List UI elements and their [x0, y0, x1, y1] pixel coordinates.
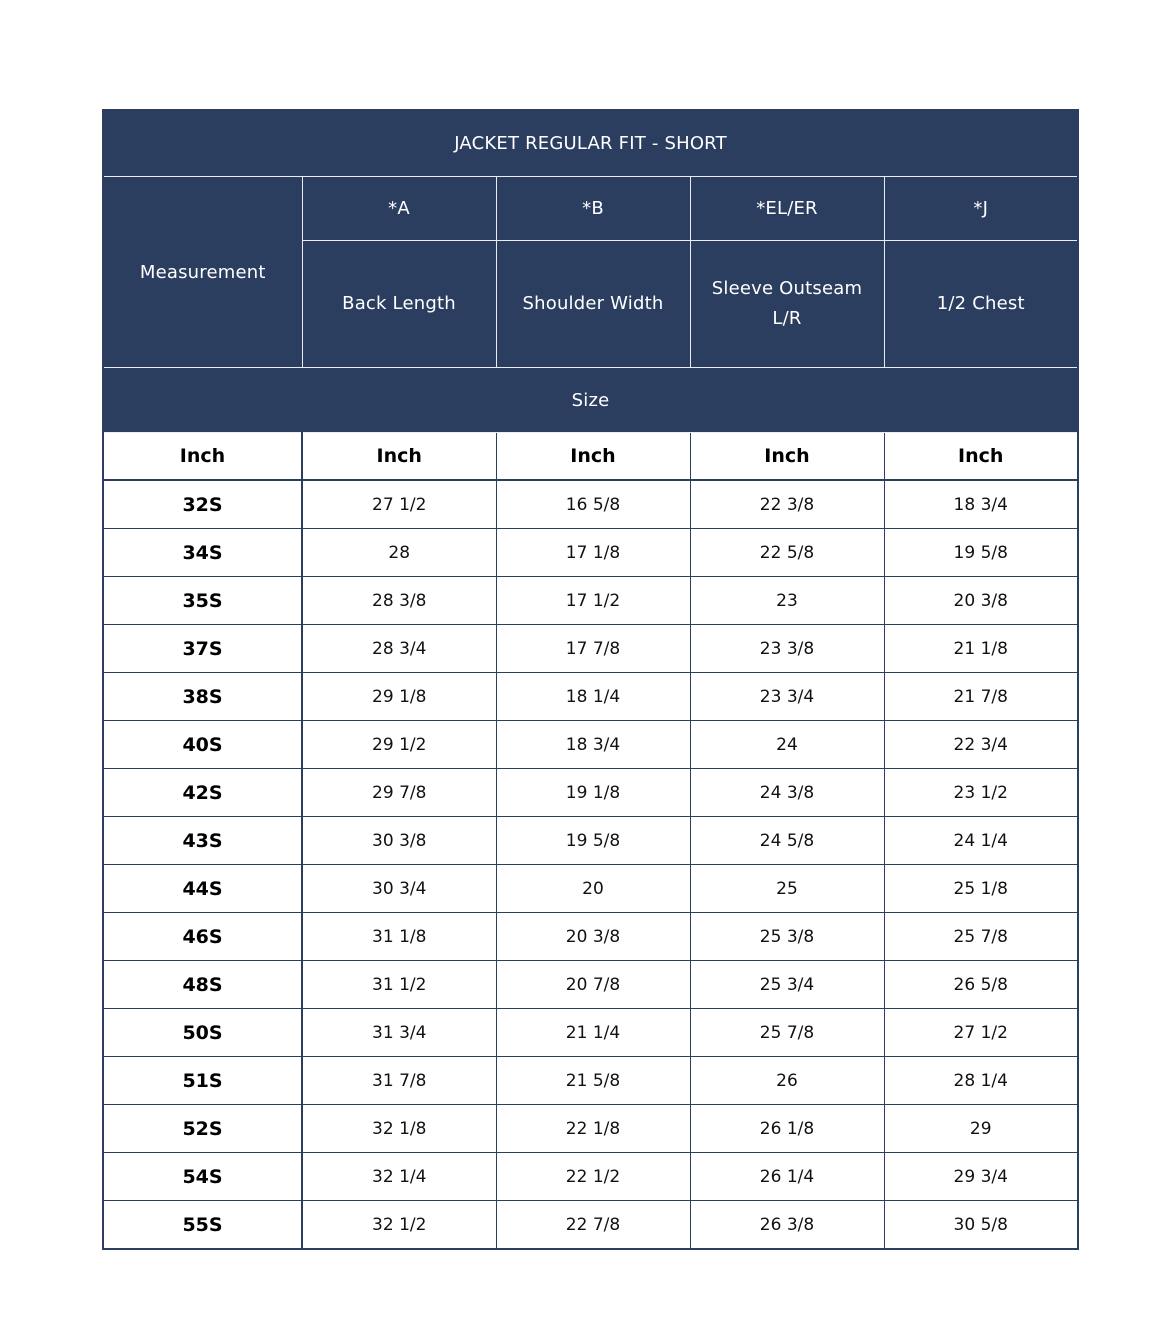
name-half-chest: 1/2 Chest: [884, 241, 1078, 368]
code-j: *J: [884, 177, 1078, 241]
table-row: [103, 1009, 1078, 1057]
unit-el-er: Inch: [690, 433, 884, 481]
table-row: [103, 865, 1078, 913]
sleeve-outseam-cell: 24: [690, 721, 884, 769]
back-length-cell: 31 1/2: [302, 961, 496, 1009]
sleeve-outseam-cell: 23 3/8: [690, 625, 884, 673]
back-length-cell: 28 3/8: [302, 577, 496, 625]
sleeve-outseam-cell: 22 3/8: [690, 480, 884, 529]
half-chest-cell: 24 1/4: [884, 817, 1078, 865]
size-cell: 51S: [103, 1057, 302, 1105]
half-chest-cell: 21 1/8: [884, 625, 1078, 673]
table-row: [103, 721, 1078, 769]
size-cell: 43S: [103, 817, 302, 865]
half-chest-cell: 26 5/8: [884, 961, 1078, 1009]
table-row: [103, 625, 1078, 673]
back-length-cell: 29 1/8: [302, 673, 496, 721]
sleeve-outseam-cell: 25 3/8: [690, 913, 884, 961]
table-row: [103, 817, 1078, 865]
half-chest-cell: 25 1/8: [884, 865, 1078, 913]
half-chest-cell: 27 1/2: [884, 1009, 1078, 1057]
table-row: [103, 1105, 1078, 1153]
shoulder-width-cell: 19 1/8: [496, 769, 690, 817]
size-cell: 52S: [103, 1105, 302, 1153]
half-chest-cell: 29: [884, 1105, 1078, 1153]
sleeve-outseam-cell: 25 3/4: [690, 961, 884, 1009]
size-label-row: [103, 368, 1078, 433]
codes-row: [103, 177, 1078, 241]
shoulder-width-cell: 20 3/8: [496, 913, 690, 961]
size-cell: 32S: [103, 480, 302, 529]
shoulder-width-cell: 17 1/2: [496, 577, 690, 625]
size-cell: 35S: [103, 577, 302, 625]
unit-b: Inch: [496, 433, 690, 481]
size-table: [102, 109, 1079, 1250]
table-row: [103, 1057, 1078, 1105]
name-shoulder-width: Shoulder Width: [496, 241, 690, 368]
half-chest-cell: 22 3/4: [884, 721, 1078, 769]
sleeve-outseam-cell: 26: [690, 1057, 884, 1105]
unit-a: Inch: [302, 433, 496, 481]
size-cell: 50S: [103, 1009, 302, 1057]
sleeve-outseam-cell: 26 1/8: [690, 1105, 884, 1153]
code-el-er: *EL/ER: [690, 177, 884, 241]
back-length-cell: 32 1/8: [302, 1105, 496, 1153]
back-length-cell: 31 7/8: [302, 1057, 496, 1105]
table-row: [103, 577, 1078, 625]
sleeve-outseam-cell: 24 5/8: [690, 817, 884, 865]
back-length-cell: 29 7/8: [302, 769, 496, 817]
shoulder-width-cell: 18 3/4: [496, 721, 690, 769]
size-cell: 38S: [103, 673, 302, 721]
shoulder-width-cell: 16 5/8: [496, 480, 690, 529]
half-chest-cell: 20 3/8: [884, 577, 1078, 625]
size-cell: 55S: [103, 1201, 302, 1250]
unit-size: Inch: [103, 433, 302, 481]
table-row: [103, 913, 1078, 961]
units-row: [103, 433, 1078, 481]
back-length-cell: 27 1/2: [302, 480, 496, 529]
half-chest-cell: 25 7/8: [884, 913, 1078, 961]
shoulder-width-cell: 21 5/8: [496, 1057, 690, 1105]
size-cell: 54S: [103, 1153, 302, 1201]
table-row: [103, 769, 1078, 817]
shoulder-width-cell: 17 1/8: [496, 529, 690, 577]
sleeve-outseam-cell: 23: [690, 577, 884, 625]
name-sleeve-outseam: Sleeve Outseam L/R: [690, 241, 884, 368]
table-title-row: [103, 110, 1078, 177]
sleeve-outseam-cell: 26 3/8: [690, 1201, 884, 1250]
back-length-cell: 30 3/4: [302, 865, 496, 913]
code-b: *B: [496, 177, 690, 241]
table-row: [103, 673, 1078, 721]
half-chest-cell: 18 3/4: [884, 480, 1078, 529]
sleeve-outseam-cell: 25 7/8: [690, 1009, 884, 1057]
half-chest-cell: 23 1/2: [884, 769, 1078, 817]
table-title: JACKET REGULAR FIT - SHORT: [103, 110, 1078, 177]
back-length-cell: 31 1/8: [302, 913, 496, 961]
size-cell: 48S: [103, 961, 302, 1009]
sleeve-outseam-cell: 22 5/8: [690, 529, 884, 577]
back-length-cell: 32 1/2: [302, 1201, 496, 1250]
half-chest-cell: 29 3/4: [884, 1153, 1078, 1201]
size-cell: 46S: [103, 913, 302, 961]
half-chest-cell: 28 1/4: [884, 1057, 1078, 1105]
shoulder-width-cell: 18 1/4: [496, 673, 690, 721]
half-chest-cell: 30 5/8: [884, 1201, 1078, 1250]
shoulder-width-cell: 21 1/4: [496, 1009, 690, 1057]
table-row: [103, 961, 1078, 1009]
measurement-label: Measurement: [103, 177, 302, 368]
shoulder-width-cell: 22 1/2: [496, 1153, 690, 1201]
table-row: [103, 529, 1078, 577]
sleeve-outseam-cell: 23 3/4: [690, 673, 884, 721]
size-cell: 34S: [103, 529, 302, 577]
back-length-cell: 29 1/2: [302, 721, 496, 769]
shoulder-width-cell: 20 7/8: [496, 961, 690, 1009]
table-row: [103, 1201, 1078, 1250]
shoulder-width-cell: 22 1/8: [496, 1105, 690, 1153]
size-cell: 44S: [103, 865, 302, 913]
back-length-cell: 32 1/4: [302, 1153, 496, 1201]
back-length-cell: 31 3/4: [302, 1009, 496, 1057]
size-cell: 40S: [103, 721, 302, 769]
shoulder-width-cell: 20: [496, 865, 690, 913]
table-row: [103, 1153, 1078, 1201]
back-length-cell: 30 3/8: [302, 817, 496, 865]
shoulder-width-cell: 19 5/8: [496, 817, 690, 865]
code-a: *A: [302, 177, 496, 241]
size-label: Size: [103, 368, 1078, 433]
back-length-cell: 28: [302, 529, 496, 577]
sleeve-outseam-cell: 26 1/4: [690, 1153, 884, 1201]
size-cell: 42S: [103, 769, 302, 817]
sleeve-outseam-cell: 25: [690, 865, 884, 913]
sleeve-outseam-cell: 24 3/8: [690, 769, 884, 817]
size-cell: 37S: [103, 625, 302, 673]
shoulder-width-cell: 22 7/8: [496, 1201, 690, 1250]
shoulder-width-cell: 17 7/8: [496, 625, 690, 673]
half-chest-cell: 19 5/8: [884, 529, 1078, 577]
table-row: [103, 480, 1078, 529]
back-length-cell: 28 3/4: [302, 625, 496, 673]
name-back-length: Back Length: [302, 241, 496, 368]
half-chest-cell: 21 7/8: [884, 673, 1078, 721]
unit-j: Inch: [884, 433, 1078, 481]
size-chart: [102, 109, 1079, 1250]
